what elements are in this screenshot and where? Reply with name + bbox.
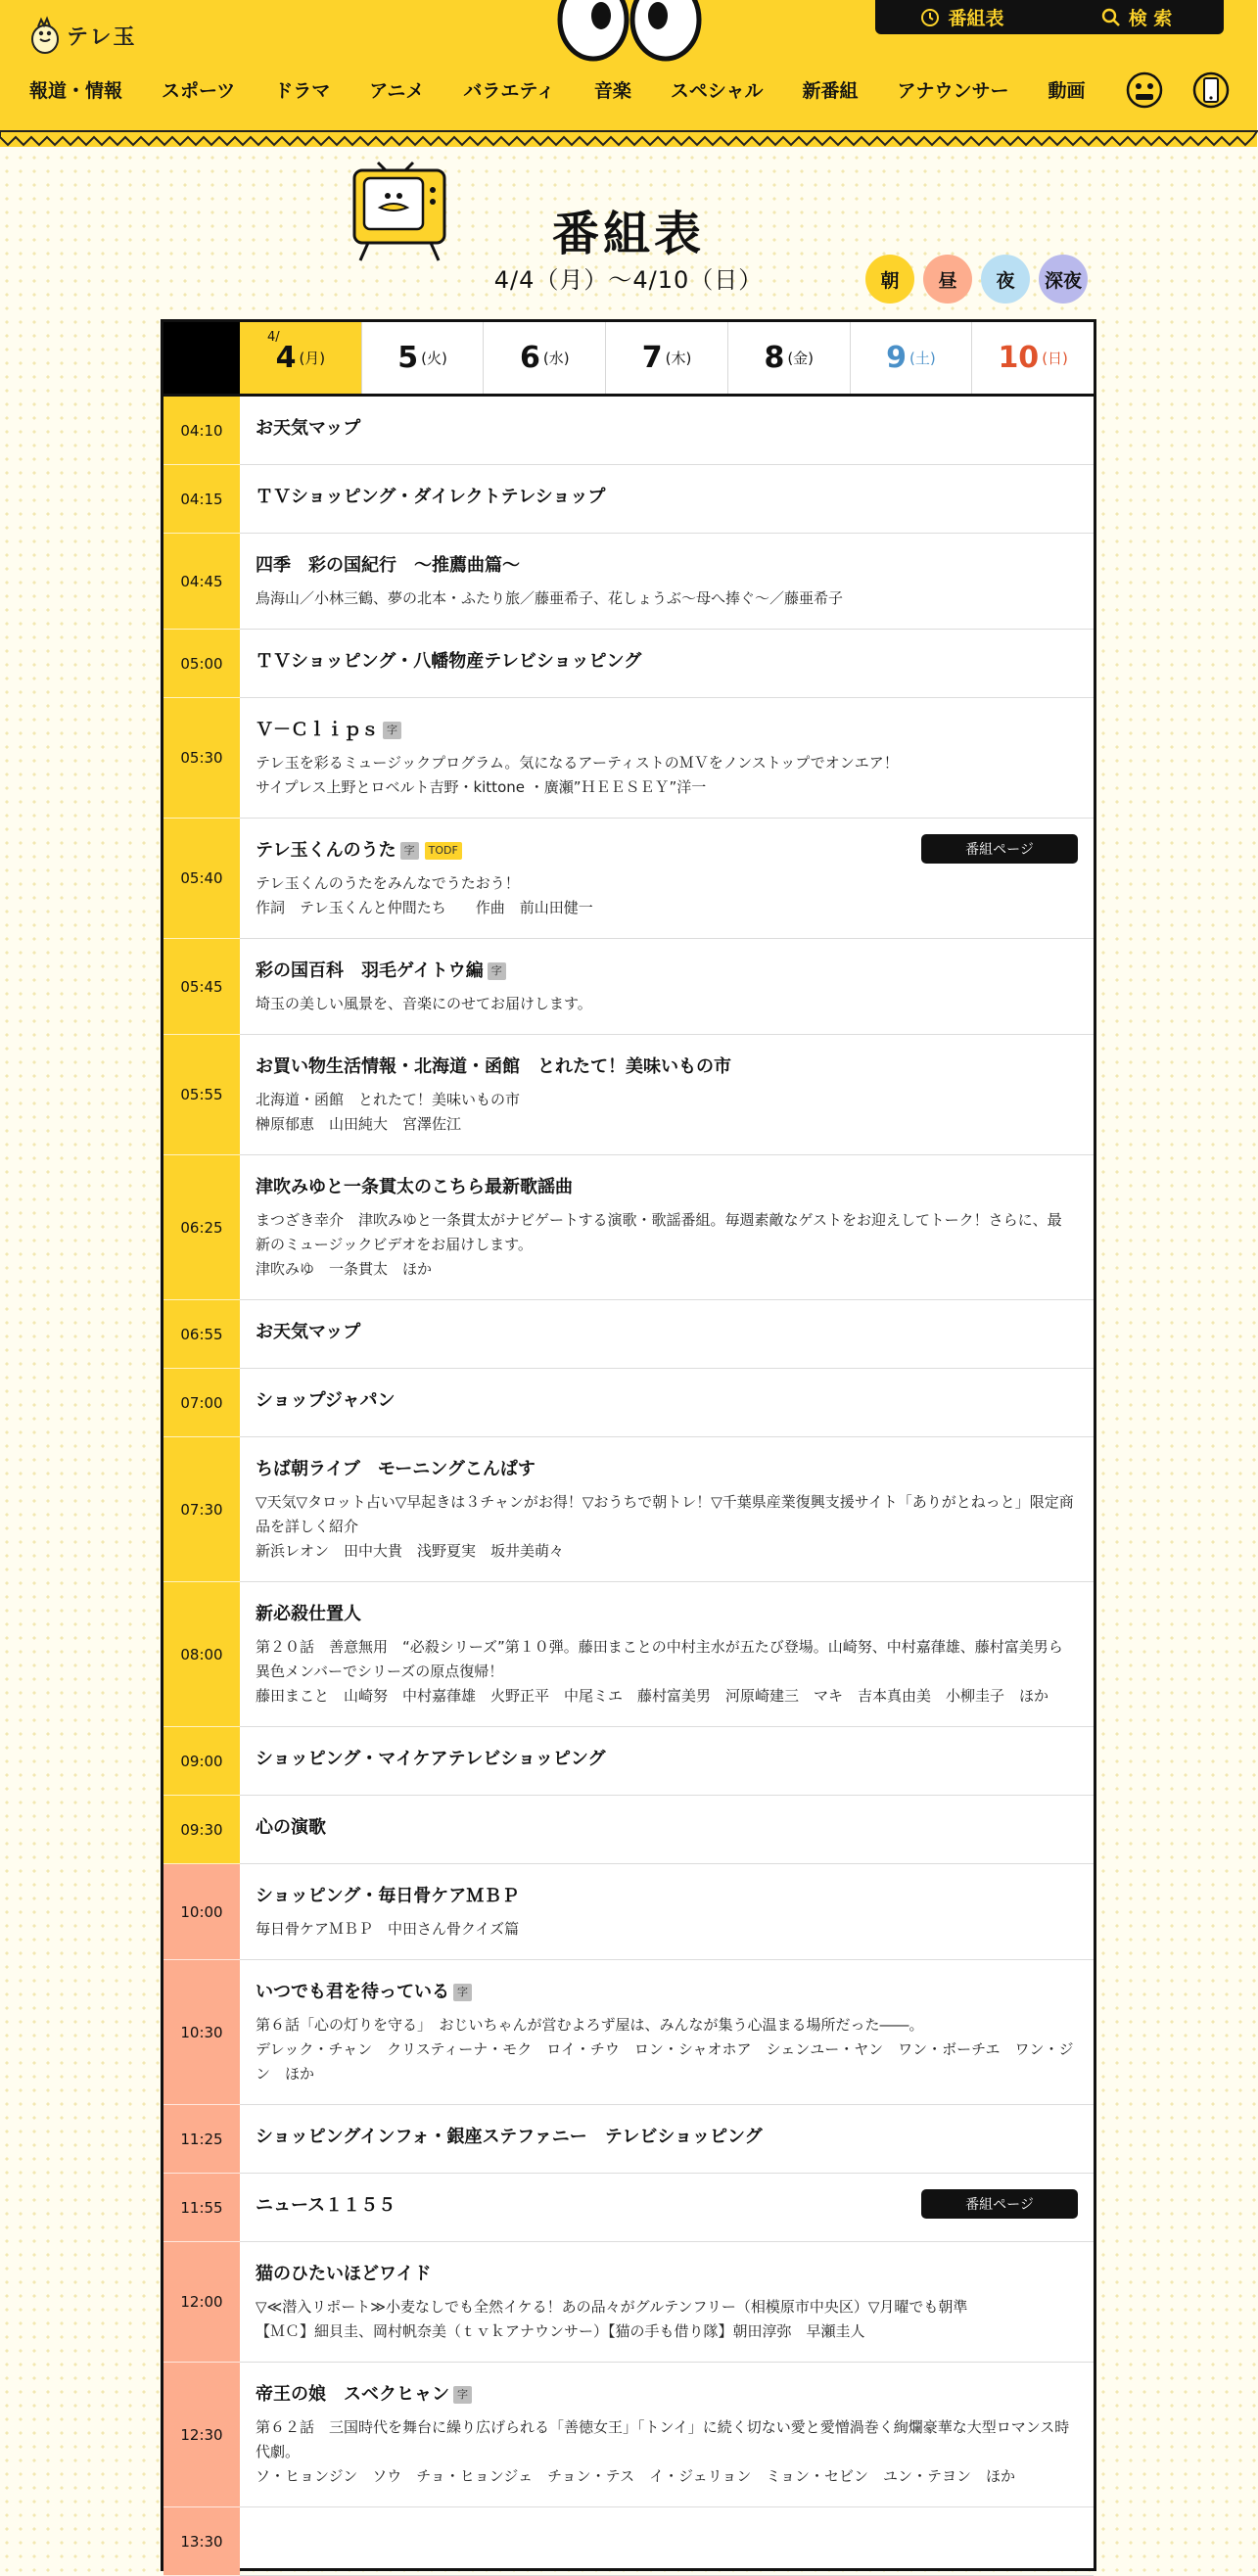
subtitle-badge: 字 — [453, 2386, 472, 2404]
program-cell — [240, 397, 1094, 464]
day-number: 10 — [998, 341, 1040, 375]
program-cell — [240, 1796, 1094, 1863]
program-row[interactable] — [163, 2507, 1094, 2576]
program-description — [256, 2415, 1076, 2489]
program-page-button[interactable]: 番組ページ — [921, 2189, 1078, 2219]
program-time: 04:15 — [163, 465, 240, 534]
tod-evening-button[interactable] — [981, 255, 1030, 304]
program-time: 05:30 — [163, 698, 240, 819]
program-row[interactable] — [163, 2105, 1094, 2174]
nav-music[interactable]: 音楽 — [593, 79, 631, 102]
header-zigzag-edge — [0, 131, 1257, 149]
program-row[interactable] — [163, 1035, 1094, 1155]
nav-news[interactable]: 報道・情報 — [29, 79, 123, 102]
day-tab[interactable] — [971, 322, 1094, 394]
day-tab[interactable] — [483, 322, 605, 394]
day-number: 7 — [641, 341, 663, 375]
schedule-button-label: 番組表 — [948, 8, 1004, 29]
program-description-line: 第６話「心の灯りを守る」 おじいちゃんが営むよろず屋は、みんなが集う心温まる場所だった――。 — [256, 2016, 924, 2034]
program-title[interactable]: 新必殺仕置人 — [256, 1604, 361, 1624]
day-tabs — [163, 322, 1094, 397]
program-row[interactable] — [163, 1727, 1094, 1796]
program-title[interactable]: お天気マップ — [256, 1322, 361, 1342]
subtitle-badge: 字 — [400, 842, 419, 860]
program-cell — [240, 1960, 1094, 2104]
todf-badge: TODF — [425, 842, 462, 860]
page-title: 番組表 — [551, 207, 705, 261]
program-row[interactable] — [163, 1300, 1094, 1369]
program-page-button[interactable]: 番組ページ — [921, 834, 1078, 864]
nav-special[interactable]: スペシャル — [670, 79, 764, 102]
day-number: 6 — [520, 341, 540, 375]
program-description-line: 第６２話 三国時代を舞台に繰り広げられる「善徳女王」「トンイ」に続く切ない愛と愛憎渦巻く絢爛豪華な大型ロマンス時代劇。 — [256, 2418, 1070, 2460]
program-title[interactable]: ニュース１１５５ — [256, 2195, 396, 2216]
program-description — [256, 751, 1076, 800]
program-row[interactable] — [163, 939, 1094, 1035]
tod-label: 深夜 — [1044, 269, 1082, 292]
program-time: 10:00 — [163, 1864, 240, 1960]
program-time: 07:30 — [163, 1437, 240, 1582]
program-description — [256, 1088, 1076, 1137]
program-cell — [240, 1864, 1094, 1959]
program-row[interactable] — [163, 2363, 1094, 2507]
program-title[interactable]: 心の演歌 — [256, 1817, 326, 1838]
day-tab[interactable] — [605, 322, 727, 394]
search-button[interactable] — [1049, 0, 1224, 34]
program-time: 09:30 — [163, 1796, 240, 1864]
day-tab[interactable] — [361, 322, 484, 394]
program-cell — [240, 939, 1094, 1034]
tod-daytime-button[interactable] — [923, 255, 972, 304]
program-time: 08:00 — [163, 1582, 240, 1727]
program-cell — [240, 2242, 1094, 2362]
program-cell — [240, 1437, 1094, 1581]
day-tab[interactable] — [727, 322, 850, 394]
program-description-line: 第２０話 善意無用 “必殺シリーズ”第１０弾。藤田まことの中村主水が五たび登場。山崎努、中村嘉葎雄、藤村富美男ら異色メンバーでシリーズの原点復帰！ — [256, 1638, 1063, 1680]
day-weekday: (木) — [665, 350, 692, 367]
program-row[interactable] — [163, 1437, 1094, 1582]
program-cell — [240, 465, 1094, 533]
subtitle-badge: 字 — [383, 722, 401, 739]
program-row[interactable] — [163, 534, 1094, 630]
program-row[interactable] — [163, 1960, 1094, 2105]
day-weekday: (日) — [1042, 350, 1068, 367]
tod-label: 昼 — [938, 269, 957, 292]
program-time: 12:30 — [163, 2363, 240, 2507]
nav-new-programs[interactable]: 新番組 — [802, 79, 859, 102]
logo-text: テレ玉 — [67, 24, 137, 50]
schedule-button[interactable] — [875, 0, 1049, 34]
program-title-line — [256, 551, 1076, 581]
program-cell — [240, 2105, 1094, 2173]
day-tab[interactable] — [240, 322, 361, 394]
subtitle-badge: 字 — [453, 1984, 472, 2001]
program-cell — [240, 1300, 1094, 1368]
program-cell — [240, 534, 1094, 629]
program-title-line — [256, 2260, 1076, 2289]
program-description — [256, 586, 1076, 611]
program-title-line — [256, 1813, 1076, 1843]
day-tabs-corner — [163, 322, 240, 394]
program-title-line — [256, 2380, 1076, 2410]
program-row[interactable] — [163, 2242, 1094, 2363]
program-cell — [240, 2174, 1094, 2241]
week-range: 4/4（月）〜4/10（日） — [493, 266, 764, 294]
program-time: 11:25 — [163, 2105, 240, 2174]
program-description-line: 榊原郁恵 山田純大 宮澤佐江 — [256, 1115, 462, 1133]
program-title-line — [256, 1173, 1076, 1202]
program-description-line: デレック・チャン クリスティーナ・モク ロイ・チウ ロン・シャオホア シェンユー・ヤン ワン・ボーチエ ワン・ジン ほか — [256, 2040, 1074, 2083]
program-title-line — [256, 1053, 1076, 1082]
program-description-line: ソ・ヒョンジン ソウ チョ・ヒョンジェ チョン・テス イ・ジェリョン ミョン・セビン ユン・テヨン ほか — [256, 2467, 1016, 2485]
program-title[interactable]: ＴＶショッピング・ダイレクトテレショップ — [256, 487, 606, 507]
program-cell — [240, 1035, 1094, 1154]
program-title[interactable]: 猫のひたいほどワイド — [256, 2264, 432, 2284]
program-title[interactable]: 帝王の娘 スベクヒャン — [256, 2384, 449, 2405]
program-description — [256, 1208, 1076, 1282]
tod-morning-button[interactable] — [865, 255, 914, 304]
program-time: 13:30 — [163, 2507, 240, 2576]
program-description-line: 作詞 テレ玉くんと仲間たち 作曲 前山田健一 — [256, 899, 593, 916]
program-title-line — [256, 2123, 1076, 2152]
day-number: 5 — [397, 341, 419, 375]
app-icon[interactable] — [1191, 67, 1231, 112]
program-row[interactable] — [163, 1369, 1094, 1437]
program-description-line: 藤田まこと 山崎努 中村嘉葎雄 火野正平 中尾ミエ 藤村富美男 河原崎建三 マキ 吉本真由美 小柳圭子 ほか — [256, 1687, 1049, 1705]
program-description — [256, 992, 1076, 1016]
program-time: 04:45 — [163, 534, 240, 630]
program-title[interactable]: ショッピング・マイケアテレビショッピング — [256, 1749, 606, 1769]
program-description-line: 新浜レオン 田中大貴 浅野夏実 坂井美萌々 — [256, 1542, 565, 1560]
tod-latenight-button[interactable] — [1039, 255, 1088, 304]
day-weekday: (火) — [421, 350, 447, 367]
program-cell — [240, 1582, 1094, 1726]
program-description-line: サイプレス上野とロベルト吉野・kittone ・廣瀬”ＨＥＥＳＥＹ”洋一 — [256, 778, 707, 796]
program-description-line: ▽天気▽タロット占い▽早起きは３チャンがお得！▽おうちで朝トレ！▽千葉県産業復興支援サイト「ありがとねっと」限定商品を詳しく紹介 — [256, 1493, 1074, 1535]
program-title[interactable]: いつでも君を待っている — [256, 1982, 449, 2002]
day-weekday: (水) — [542, 350, 570, 367]
subtitle-badge: 字 — [488, 962, 506, 980]
day-weekday: (月) — [299, 350, 326, 367]
program-title[interactable]: 四季 彩の国紀行 ～推薦曲篇～ — [256, 555, 520, 576]
program-cell — [240, 698, 1094, 818]
program-title[interactable]: お天気マップ — [256, 418, 361, 439]
program-title[interactable]: ショッピング・毎日骨ケアＭＢＰ — [256, 1886, 520, 1906]
main-nav — [29, 67, 1258, 112]
day-number: 4 — [275, 341, 297, 375]
program-title[interactable]: 彩の国百科 羽毛ゲイトウ編 — [256, 960, 484, 981]
program-description — [256, 1635, 1076, 1709]
program-title-line — [256, 1318, 1076, 1347]
nav-drama[interactable]: ドラマ — [274, 79, 331, 102]
search-button-label: 検 索 — [1128, 8, 1173, 29]
teletama-icon[interactable] — [1125, 67, 1164, 112]
program-description-line: 毎日骨ケアＭＢＰ 中田さん骨クイズ篇 — [256, 1920, 520, 1938]
program-description — [256, 1490, 1076, 1564]
program-title[interactable]: 津吹みゆと一条貫太のこちら最新歌謡曲 — [256, 1177, 573, 1197]
program-title[interactable]: テレ玉くんのうた — [256, 840, 396, 861]
program-cell — [240, 2507, 1094, 2575]
program-time: 05:00 — [163, 630, 240, 698]
program-description-line: 北海道・函館 とれたて！美味いもの市 — [256, 1091, 521, 1108]
top-button-bar — [875, 0, 1224, 34]
program-row[interactable] — [163, 2174, 1094, 2242]
program-row[interactable] — [163, 1864, 1094, 1960]
program-title-line — [256, 414, 1076, 444]
clock-icon — [920, 8, 940, 27]
program-title-line — [256, 1455, 1076, 1484]
program-description-line: まつざき幸介 津吹みゆと一条貫太がナビゲートする演歌・歌謡番組。毎週素敵なゲストをお迎えしてトーク！さらに、最新のミュージックビデオをお届けします。 — [256, 1211, 1062, 1253]
mascot-eyes-icon — [556, 0, 703, 61]
site-header — [0, 0, 1257, 147]
program-row[interactable] — [163, 1582, 1094, 1727]
tod-label: 夜 — [996, 269, 1015, 292]
program-title-line — [256, 1386, 1076, 1416]
program-time: 09:00 — [163, 1727, 240, 1796]
program-row[interactable] — [163, 819, 1094, 939]
teletama-mascot-icon — [29, 16, 61, 55]
program-description — [256, 2295, 1076, 2344]
program-time: 05:40 — [163, 819, 240, 939]
nav-videos[interactable]: 動画 — [1048, 79, 1086, 102]
tod-label: 朝 — [880, 269, 900, 292]
schedule-table — [161, 319, 1096, 2571]
program-time: 05:45 — [163, 939, 240, 1035]
program-title[interactable]: Ｖ－Ｃｌｉｐｓ — [256, 720, 379, 740]
day-month: 4/ — [267, 330, 280, 345]
nav-variety[interactable]: バラエティ — [463, 79, 555, 102]
program-title-line — [256, 1600, 1076, 1629]
program-title-line — [256, 1882, 1076, 1911]
day-number: 9 — [886, 341, 908, 375]
program-time: 11:55 — [163, 2174, 240, 2242]
program-description-line: テレ玉くんのうたをみんなでうたおう！ — [256, 874, 520, 892]
program-row[interactable] — [163, 1155, 1094, 1300]
program-description — [256, 871, 1076, 920]
program-title[interactable]: ちば朝ライブ モーニングこんぱす — [256, 1459, 536, 1479]
program-time: 04:10 — [163, 397, 240, 465]
program-title-line — [256, 716, 1076, 745]
program-description-line: ▽≪潜入リポート≫小麦なしでも全然イケる！あの品々がグルテンフリー（相模原市中央区）▽月曜でも朝準 — [256, 2298, 968, 2316]
program-description — [256, 1917, 1076, 1942]
program-time: 07:00 — [163, 1369, 240, 1437]
time-of-day-buttons — [865, 255, 1088, 304]
program-description-line: 埼玉の美しい風景を、音楽にのせてお届けします。 — [256, 995, 592, 1012]
program-cell — [240, 1369, 1094, 1436]
site-logo[interactable] — [29, 16, 137, 55]
program-row[interactable] — [163, 698, 1094, 819]
program-title[interactable]: ショッピングインフォ・銀座ステファニー テレビショッピング — [256, 2127, 763, 2147]
program-title-line — [256, 1978, 1076, 2007]
program-title[interactable]: ショップジャパン — [256, 1390, 396, 1411]
program-title[interactable]: ＴＶショッピング・八幡物産テレビショッピング — [256, 651, 642, 672]
program-description-line: 【ＭＣ】細貝圭、岡村帆奈美（ｔｖｋアナウンサー）【猫の手も借り隊】朝田淳弥 早瀬圭人 — [256, 2322, 865, 2340]
program-time: 05:55 — [163, 1035, 240, 1155]
program-description-line: テレ玉を彩るミュージックプログラム。気になるアーティストのＭＶをノンストップでオンエア！ — [256, 754, 899, 772]
program-cell — [240, 1155, 1094, 1299]
program-cell — [240, 2363, 1094, 2506]
program-row[interactable] — [163, 1796, 1094, 1864]
program-cell — [240, 1727, 1094, 1795]
program-row[interactable] — [163, 397, 1094, 465]
program-cell — [240, 630, 1094, 697]
program-time: 12:00 — [163, 2242, 240, 2363]
program-description — [256, 2013, 1076, 2086]
program-time: 06:55 — [163, 1300, 240, 1369]
search-icon — [1101, 8, 1121, 27]
nav-sports[interactable]: スポーツ — [162, 79, 236, 102]
program-list — [163, 397, 1094, 2576]
program-title-line — [256, 1745, 1076, 1774]
program-title-line — [256, 483, 1076, 512]
day-weekday: (金) — [787, 350, 815, 367]
program-row[interactable] — [163, 465, 1094, 534]
program-description-line: 津吹みゆ 一条貫太 ほか — [256, 1260, 433, 1278]
day-weekday: (土) — [909, 350, 936, 367]
day-number: 8 — [764, 341, 785, 375]
program-description-line: 鳥海山／小林三鶴、夢の北本・ふたり旅／藤亜希子、花しょうぶ～母へ捧ぐ～／藤亜希子 — [256, 589, 844, 607]
program-title-line — [256, 647, 1076, 677]
program-time: 10:30 — [163, 1960, 240, 2105]
program-title-line — [256, 957, 1076, 986]
program-row[interactable] — [163, 630, 1094, 698]
nav-announcers[interactable]: アナウンサー — [897, 79, 1009, 102]
program-time: 06:25 — [163, 1155, 240, 1300]
day-tab[interactable] — [850, 322, 972, 394]
nav-anime[interactable]: アニメ — [369, 79, 425, 102]
program-cell — [240, 819, 1094, 938]
program-title[interactable]: お買い物生活情報・北海道・函館 とれたて！美味いもの市 — [256, 1056, 731, 1077]
